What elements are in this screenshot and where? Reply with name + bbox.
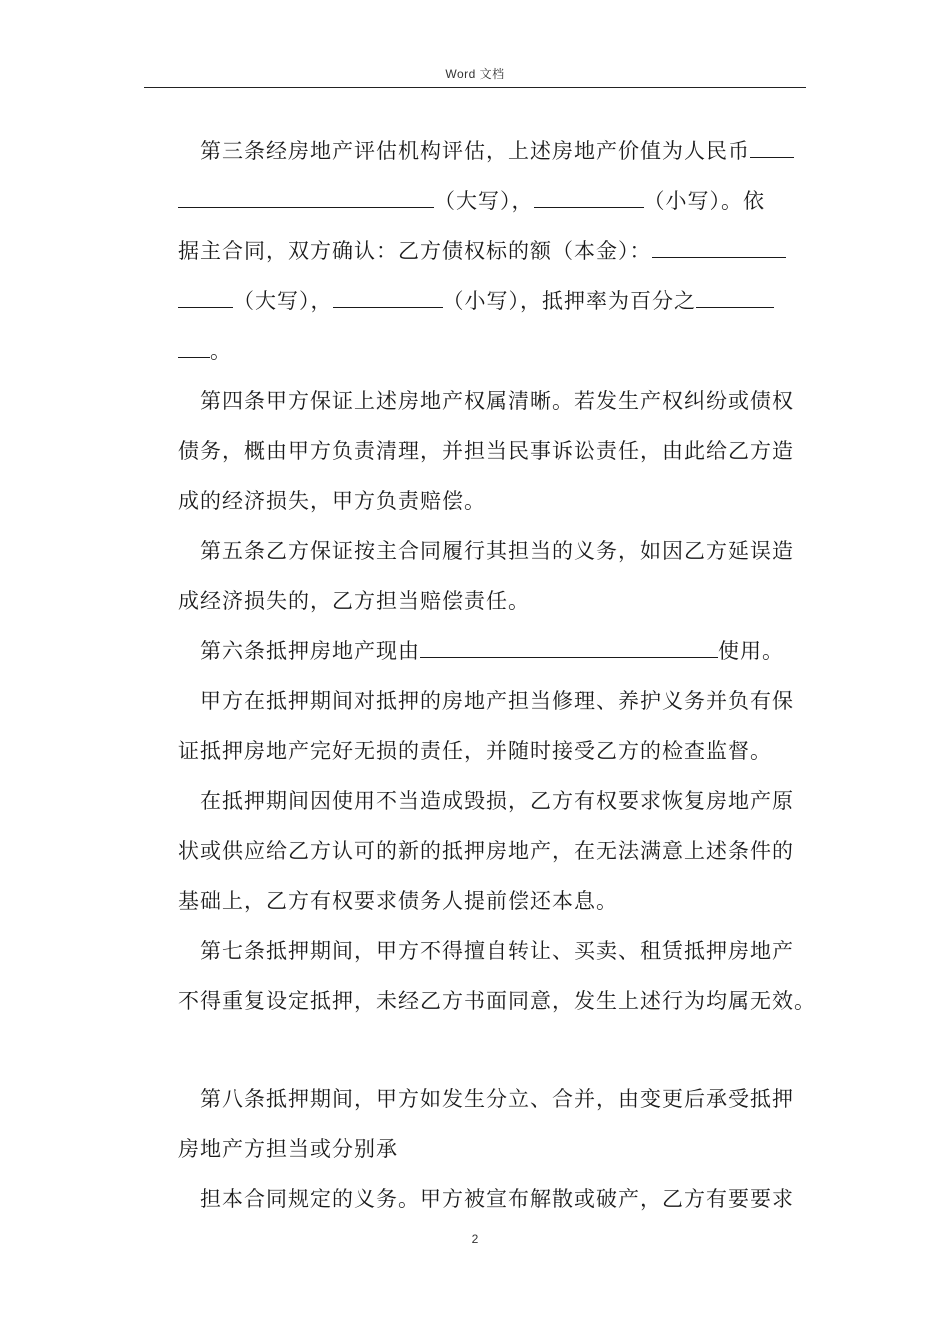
damage-line1: 在抵押期间因使用不当造成毁损，乙方有权要求恢复房地产原: [200, 789, 794, 813]
document-body: [178, 126, 816, 1224]
article8-line3: 担本合同规定的义务。甲方被宣布解散或破产，乙方有要要求: [200, 1187, 794, 1211]
article4-line3: 成的经济损失，甲方负责赔偿。: [178, 489, 486, 513]
maintain-line1: 甲方在抵押期间对抵押的房地产担当修理、养护义务并负有保: [200, 689, 794, 713]
article5-line1: 第五条乙方保证按主合同履行其担当的义务，如因乙方延误造: [200, 539, 794, 563]
article3-line2: （大写）， （小写）。依: [178, 176, 803, 226]
article5-line2: 成经济损失的，乙方担当赔偿责任。: [178, 589, 530, 613]
blank-field: [534, 188, 644, 208]
article4-line2: 债务，概由甲方负责清理，并担当民事诉讼责任，由此给乙方造: [178, 439, 794, 463]
article3-line4: （大写）， （小写），抵押率为百分之: [178, 276, 803, 326]
blank-field: [652, 238, 786, 258]
article7-line1: 第七条抵押期间，甲方不得擅自转让、买卖、租赁抵押房地产: [200, 939, 794, 963]
page-number: 2: [471, 1232, 479, 1246]
damage-line2: 状或供应给乙方认可的新的抵押房地产，在无法满意上述条件的: [178, 839, 794, 863]
page-header-title: Word 文档: [445, 67, 505, 81]
paragraph-gap: [178, 1026, 803, 1074]
blank-field: [178, 338, 210, 358]
blank-field: [420, 638, 718, 658]
blank-field: [750, 138, 794, 158]
damage-line3: 基础上，乙方有权要求债务人提前偿还本息。: [178, 889, 618, 913]
article4-line1: 第四条甲方保证上述房地产权属清晰。若发生产权纠纷或债权: [200, 389, 794, 413]
article3-line1: 第三条经房地产评估机构评估，上述房地产价值为人民币: [178, 126, 803, 176]
blank-field: [178, 288, 233, 308]
article8-line1: 第八条抵押期间，甲方如发生分立、合并，由变更后承受抵押: [200, 1087, 794, 1111]
article8-line2: 房地产方担当或分别承: [178, 1137, 398, 1161]
article6-line: 第六条抵押房地产现由 使用。: [200, 639, 784, 663]
blank-field: [333, 288, 443, 308]
article3-line5: 。: [178, 326, 803, 376]
blank-field: [696, 288, 774, 308]
header-divider: [144, 87, 806, 88]
maintain-line2: 证抵押房地产完好无损的责任，并随时接受乙方的检查监督。: [178, 739, 772, 763]
article3-line3: 据主合同，双方确认：乙方债权标的额（本金）：: [178, 226, 803, 276]
blank-field: [178, 188, 434, 208]
article7-line2: 不得重复设定抵押，未经乙方书面同意，发生上述行为均属无效。: [178, 989, 816, 1013]
